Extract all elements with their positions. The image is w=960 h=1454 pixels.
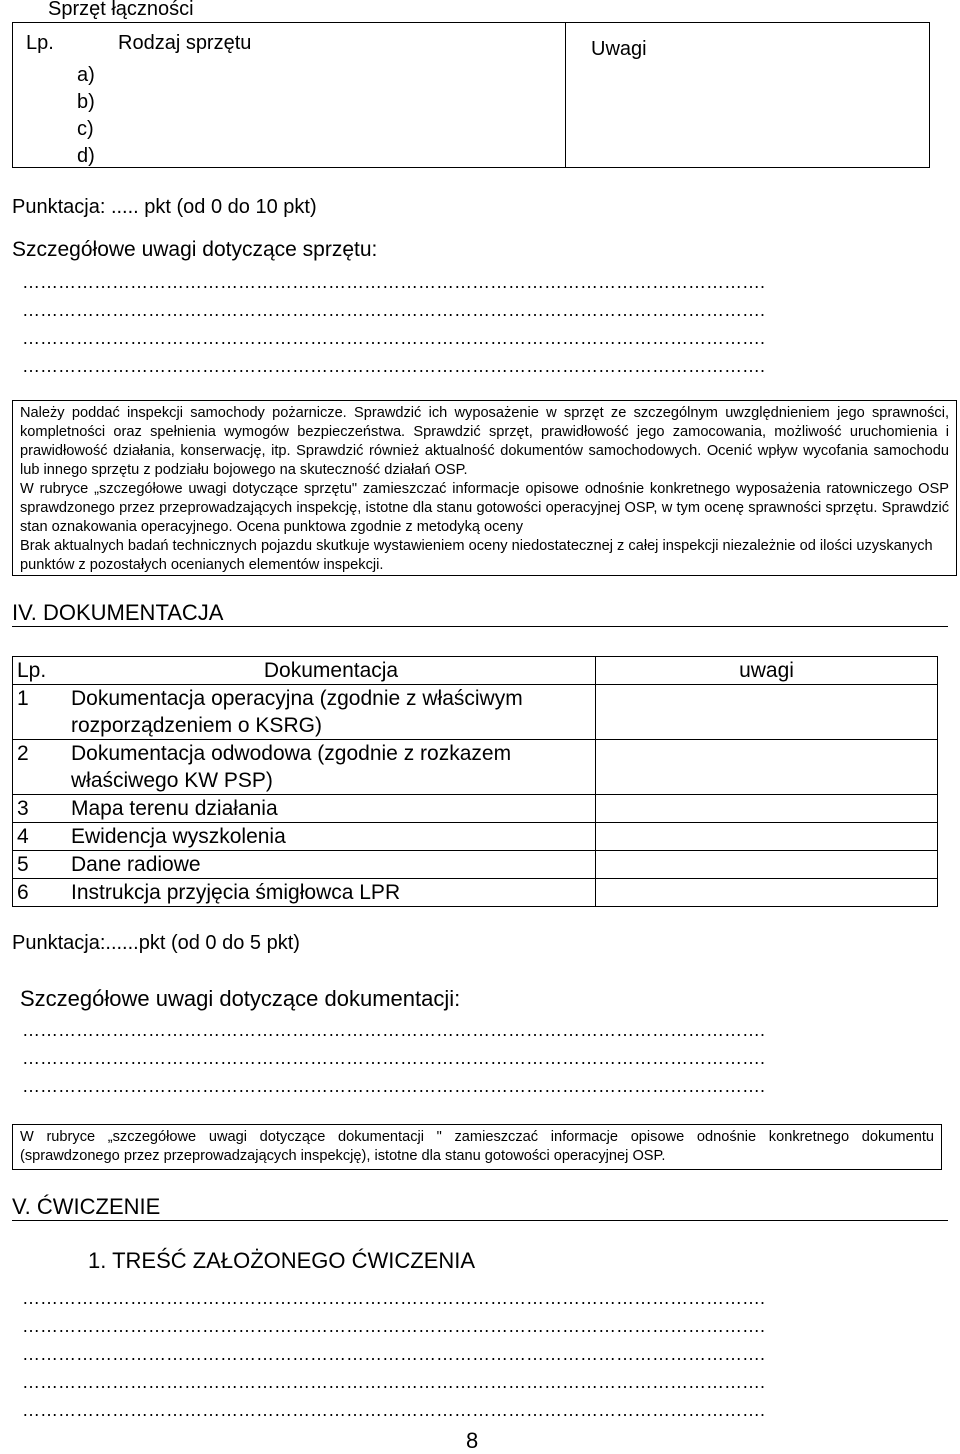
row-notes-cell (596, 879, 938, 907)
equipment-heading: Sprzęt łączności (48, 0, 194, 20)
dotted-line: ……………………………………………………………………………………………………………. (22, 300, 766, 320)
docs-instructions-box (12, 1124, 942, 1170)
col-type-header: Rodzaj sprzętu (118, 32, 252, 54)
subsection-v1-heading: 1. TREŚĆ ZAŁOŻONEGO ĆWICZENIA (88, 1248, 476, 1273)
section-divider (12, 626, 948, 627)
table-header-row (13, 657, 938, 685)
equipment-row: b) (77, 91, 95, 113)
dotted-line: ……………………………………………………………………………………………………………. (22, 1372, 766, 1392)
row-name-line: Dokumentacja operacyjna (zgodnie z właściwym (71, 687, 523, 710)
dotted-line: ……………………………………………………………………………………………………………. (22, 272, 766, 292)
row-number: 2 (13, 740, 68, 795)
row-notes-cell (596, 685, 938, 740)
equipment-score: Punktacja: ..... pkt (od 0 do 10 pkt) (12, 196, 317, 218)
documentation-table (12, 656, 938, 907)
dotted-line: ……………………………………………………………………………………………………………. (22, 1048, 766, 1068)
dotted-line: ……………………………………………………………………………………………………………. (22, 1316, 766, 1336)
row-notes-cell (596, 740, 938, 795)
instruction-paragraph: W rubryce „szczegółowe uwagi dotyczące dokumentacji " zamieszczać informacje opisowe odnośnie konkretnego dokumentu (sprawdzonego przez przeprowadzających inspekcję), istotne dla stanu gotowości operacyjnej OSP. (20, 1129, 934, 1164)
row-name-line: rozporządzeniem o KSRG) (71, 714, 322, 737)
col-name-header: Dokumentacja (67, 657, 596, 685)
row-number: 5 (13, 851, 68, 879)
dotted-line: ……………………………………………………………………………………………………………. (22, 1020, 766, 1040)
table-row (13, 823, 938, 851)
instruction-paragraph: Brak aktualnych badań technicznych pojazdu skutkuje wystawieniem oceny niedostatecznej z całej inspekcji niezależnie od ilości uzyskanych punktów z pozostałych ocenianych elementów inspekcji. (20, 538, 933, 573)
section-v-heading: V. ĆWICZENIE (12, 1194, 161, 1219)
col-lp-header: Lp. (13, 657, 68, 685)
section-divider (12, 1220, 948, 1221)
page-number: 8 (466, 1428, 479, 1453)
table-row (13, 879, 938, 907)
dotted-line: ……………………………………………………………………………………………………………. (22, 1344, 766, 1364)
equipment-row: c) (77, 118, 94, 140)
row-name (67, 685, 596, 740)
row-notes-cell (596, 795, 938, 823)
table-row (13, 740, 938, 795)
dotted-line: ……………………………………………………………………………………………………………. (22, 1288, 766, 1308)
row-name: Mapa terenu działania (67, 795, 596, 823)
equipment-instructions-box (12, 400, 957, 576)
col-lp-header: Lp. (26, 32, 54, 54)
row-number: 1 (13, 685, 68, 740)
table-divider (565, 23, 566, 167)
table-row (13, 795, 938, 823)
table-row (13, 685, 938, 740)
instruction-paragraph: W rubryce „szczegółowe uwagi dotyczące sprzętu" zamieszczać informacje opisowe odnośnie konkretnego wyposażenia ratowniczego OSP sprawdzonego przez przeprowadzających inspekcję, istotne dla stanu gotowości operacyjnej OSP, w tym ocenę sprawności sprzętu. Sprawdzić stan oznakowania operacyjnego. Ocena punktowa zgodnie z metodyką oceny (20, 481, 949, 535)
docs-score: Punktacja:......pkt (od 0 do 5 pkt) (12, 932, 300, 954)
row-name: Instrukcja przyjęcia śmigłowca LPR (67, 879, 596, 907)
instruction-paragraph: Należy poddać inspekcji samochody pożarnicze. Sprawdzić ich wyposażenie w sprzęt ze szczególnym uwzględnieniem jego sprawności, kompletności oraz spełnienia wymogów bezpieczeństwa. Sprawdzić sprzęt, prawidłowość jego zamocowania, możliwość uruchomienia i prawidłowość działania, konserwację, itp. Sprawdzić również aktualność dokumentów samochodowych. Ocenić wpływ wycofania samochodu lub innego sprzętu z podziału bojowego na skuteczność działań OSP. (20, 405, 949, 478)
row-notes-cell (596, 823, 938, 851)
row-name (67, 740, 596, 795)
col-notes-header: uwagi (596, 657, 938, 685)
row-name-line: właściwego KW PSP) (71, 769, 273, 792)
row-notes-cell (596, 851, 938, 879)
row-name: Dane radiowe (67, 851, 596, 879)
dotted-line: ……………………………………………………………………………………………………………. (22, 1400, 766, 1420)
dotted-line: ……………………………………………………………………………………………………………. (22, 356, 766, 376)
equipment-row: d) (77, 145, 95, 167)
row-name-line: Dokumentacja odwodowa (zgodnie z rozkazem (71, 742, 512, 765)
table-row (13, 851, 938, 879)
dotted-line: ……………………………………………………………………………………………………………. (22, 328, 766, 348)
docs-details-heading: Szczegółowe uwagi dotyczące dokumentacji: (20, 986, 461, 1011)
row-number: 4 (13, 823, 68, 851)
col-notes-header: Uwagi (591, 38, 647, 60)
equipment-table (12, 22, 930, 168)
row-number: 6 (13, 879, 68, 907)
dotted-line: ……………………………………………………………………………………………………………. (22, 1076, 766, 1096)
row-number: 3 (13, 795, 68, 823)
section-iv-heading: IV. DOKUMENTACJA (12, 600, 224, 625)
equipment-details-heading: Szczegółowe uwagi dotyczące sprzętu: (12, 238, 378, 261)
row-name: Ewidencja wyszkolenia (67, 823, 596, 851)
equipment-row: a) (77, 64, 95, 86)
